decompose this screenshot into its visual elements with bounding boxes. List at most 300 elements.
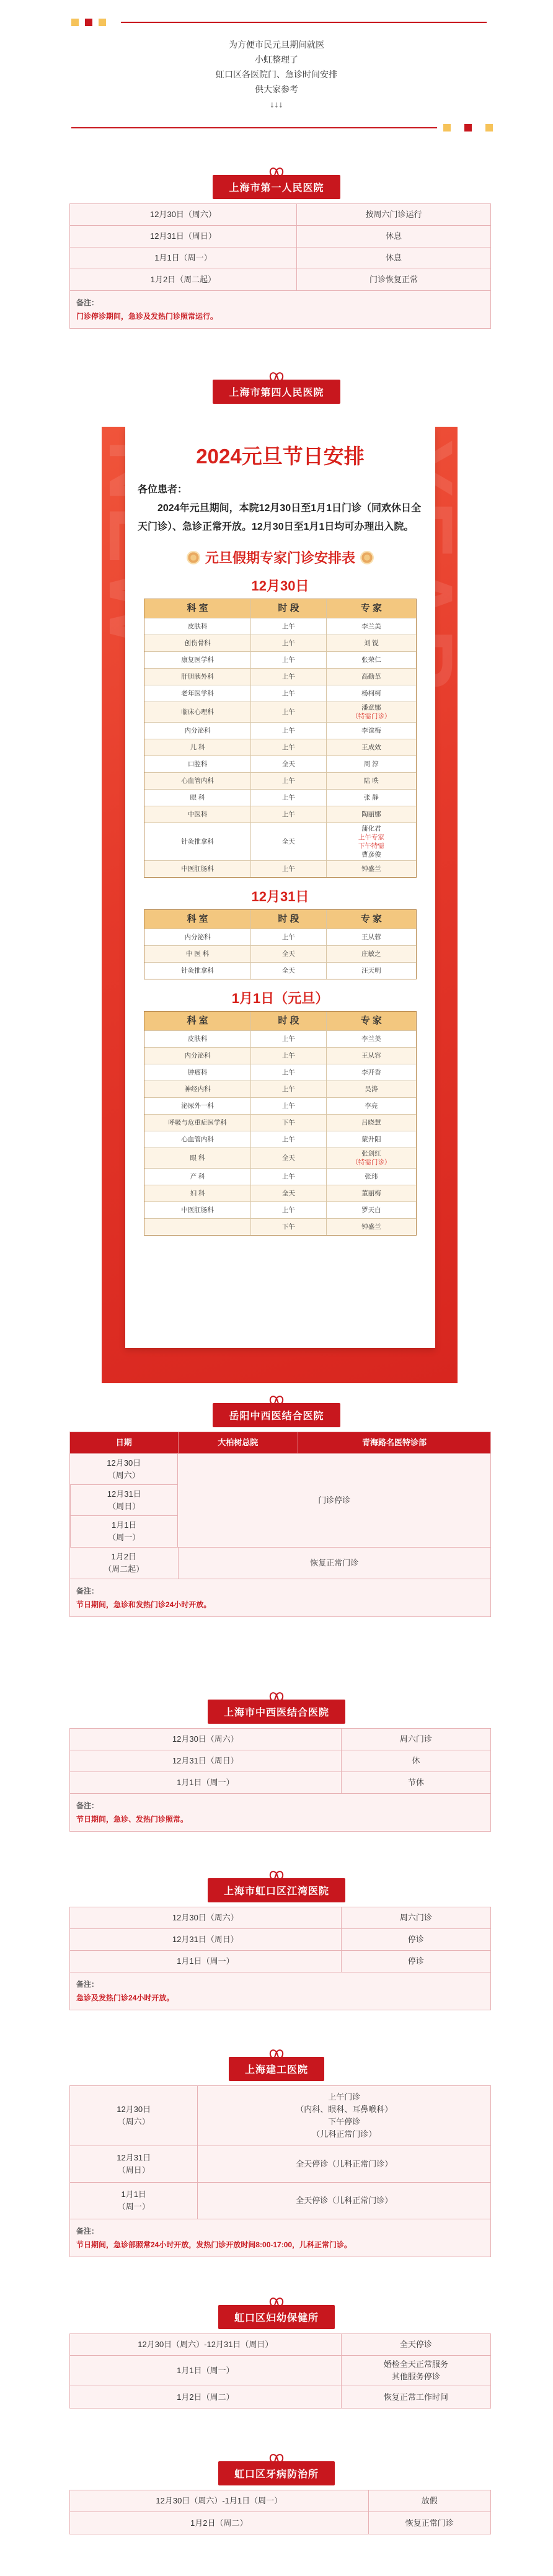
- note-label: 备注：: [76, 1801, 99, 1810]
- schedule-row: [144, 773, 416, 790]
- session-cell: 上午: [250, 1031, 325, 1047]
- table-row: [70, 1729, 490, 1750]
- expert-cell: 钟盛兰: [326, 1219, 416, 1235]
- expert-schedule-table: [144, 1011, 417, 1236]
- expert-cell: 董丽梅: [326, 1185, 416, 1201]
- red-square-icon: [464, 124, 472, 131]
- expert-cell: 王成效: [326, 739, 416, 755]
- session-cell: 下午: [250, 1219, 325, 1235]
- department-cell: 眼 科: [190, 794, 205, 801]
- expert-line: 上午专家: [358, 834, 384, 841]
- red-square-icon: [85, 19, 92, 26]
- expert-cell: 刘 锐: [326, 635, 416, 651]
- table-row: [70, 1951, 490, 1972]
- date-cell: 1月2日（周二）: [190, 2518, 248, 2528]
- schedule-row: [144, 823, 416, 861]
- schedule-row: [144, 669, 416, 685]
- value-cell: 按周六门诊运行: [296, 204, 490, 225]
- schedule-row: [144, 685, 416, 702]
- note: [70, 2219, 358, 2257]
- day-heading: 12月30日: [251, 578, 309, 594]
- schedule-row: [144, 1169, 416, 1185]
- schedule-row: [144, 790, 416, 806]
- schedule-header-cell: 时 段: [250, 910, 325, 929]
- section-title-pill: [208, 1700, 345, 1724]
- weekday-text: （周一）: [108, 1533, 141, 1542]
- table-row: [70, 291, 490, 328]
- expert-cell: 陶丽娜: [326, 806, 416, 822]
- date-text: 1月2日: [111, 1552, 136, 1561]
- knot-icon: [270, 1692, 283, 1700]
- table-row: [70, 1972, 490, 2010]
- yellow-square-icon: [485, 124, 493, 131]
- yellow-square-icon: [71, 19, 79, 26]
- date-cell: 1月1日（周一）: [154, 253, 212, 262]
- date-text: 12月31日: [107, 1489, 141, 1499]
- weekday-text: （周六）: [117, 2117, 150, 2126]
- table-row: [70, 226, 490, 247]
- session-cell: 上午: [250, 1098, 325, 1114]
- day-heading: 1月1日（元旦）: [231, 991, 329, 1006]
- schedule-header-row: [144, 1012, 416, 1031]
- poster-subheading: [138, 548, 423, 567]
- value-cell: 门诊恢复正常: [296, 269, 490, 290]
- merged-value-cell: 门诊停诊: [177, 1454, 490, 1547]
- session-cell: 上午: [250, 618, 325, 635]
- value-cell: 停诊: [341, 1951, 490, 1972]
- department-cell: 泌尿外一科: [181, 1102, 214, 1110]
- date-text: 1月1日: [121, 2190, 146, 2199]
- date-cell: [70, 1548, 178, 1579]
- session-cell: 上午: [250, 773, 325, 789]
- expert-cell: 李谊梅: [326, 723, 416, 739]
- expert-cell: 吕晓慧: [326, 1115, 416, 1131]
- poster-intro: [138, 481, 423, 537]
- knot-icon: [270, 167, 283, 175]
- value-cell: [341, 2356, 490, 2386]
- knot-icon: [270, 2049, 283, 2057]
- department-cell: 康复医学科: [181, 656, 214, 664]
- expert-cell: 吴涛: [326, 1081, 416, 1097]
- date-cell: [70, 1485, 177, 1516]
- date-cell: [70, 2183, 197, 2219]
- intro-line: 为方便市民元旦期间就医: [229, 40, 324, 50]
- section-title-pill: [229, 2057, 324, 2081]
- header-cell: 大柏树总院: [178, 1432, 298, 1453]
- session-cell: 上午: [250, 635, 325, 651]
- date-text: 12月31日: [117, 2153, 151, 2162]
- divider-line: [71, 127, 437, 128]
- department-cell: 内分泌科: [184, 934, 211, 941]
- date-cell: [70, 1516, 177, 1547]
- expert-cell: 李亮: [326, 1098, 416, 1114]
- schedule-row: [144, 806, 416, 823]
- section-title: 虹口区妇幼保健所: [234, 2312, 319, 2324]
- expert-cell: 周 淳: [326, 756, 416, 772]
- table-row: [70, 1794, 490, 1831]
- section-title-pill: [208, 1878, 345, 1902]
- session-cell: 上午: [250, 806, 325, 822]
- note-label: 备注：: [76, 298, 99, 307]
- intro-line: 供大家参考: [255, 84, 298, 94]
- schedule-row: [144, 929, 416, 946]
- top-decoration: [71, 17, 487, 27]
- section-header: [0, 2305, 553, 2329]
- expert-cell: 张荣仁: [326, 652, 416, 668]
- schedule-row: [144, 618, 416, 635]
- expert-cell: 蒙升阳: [326, 1131, 416, 1148]
- value-cell: 休息: [296, 226, 490, 247]
- poster-title: 2024元旦节日安排: [196, 445, 365, 468]
- schedule-row: [144, 1219, 416, 1235]
- value-cell: 全天停诊（儿科正常门诊）: [197, 2183, 490, 2219]
- schedule-row: [144, 1115, 416, 1131]
- date-column: [70, 1454, 177, 1547]
- date-cell: 1月2日（周二起）: [150, 275, 216, 284]
- table-row: [70, 247, 490, 269]
- note-text: 节日期间，急诊、发热门诊照常。: [76, 1815, 188, 1824]
- date-text: 12月30日: [117, 2105, 151, 2114]
- date-cell: 1月1日（周一）: [177, 1778, 234, 1787]
- schedule-header-cell: 时 段: [250, 1012, 325, 1030]
- session-cell: 上午: [250, 1064, 325, 1081]
- expert-cell: [326, 702, 416, 722]
- poster-paragraph: 2024年元旦期间，本院12月30日至1月1日门诊（同欢休日全天门诊）、急诊正常开放。12月30日至1月1日均可办理出入院。: [138, 503, 421, 532]
- schedule-header-cell: 时 段: [250, 599, 325, 618]
- expert-cell: 王从蓉: [326, 929, 416, 945]
- session-cell: 上午: [250, 652, 325, 668]
- note-label: 备注：: [76, 1980, 99, 1989]
- date-cell: 12月30日（周六）-12月31日（周日）: [138, 2340, 273, 2349]
- yellow-square-icon: [99, 19, 106, 26]
- divider-line: [121, 22, 487, 23]
- department-cell: 针灸推拿科: [181, 967, 214, 974]
- session-cell: 上午: [250, 685, 325, 702]
- session-cell: 上午: [250, 1048, 325, 1064]
- session-cell: 上午: [250, 669, 325, 685]
- section-title: 岳阳中西医结合医院: [229, 1410, 324, 1422]
- date-cell: 1月1日（周一）: [177, 1956, 234, 1966]
- schedule-row: [144, 1098, 416, 1115]
- date-cell: 12月30日（周六）: [172, 1734, 239, 1744]
- schedule-row: [144, 635, 416, 652]
- section-title-pill: [218, 2461, 335, 2485]
- section-header: [0, 1700, 553, 1724]
- knot-icon: [270, 2297, 283, 2305]
- department-cell: 妇 科: [190, 1190, 205, 1197]
- session-cell: 全天: [250, 963, 325, 979]
- expert-line: 蒲化君: [361, 825, 381, 832]
- expert-cell: 庄敏之: [326, 946, 416, 962]
- section-title: 虹口区牙病防治所: [234, 2468, 319, 2480]
- table-row: [70, 2146, 490, 2183]
- schedule-header-row: [144, 910, 416, 929]
- value-cell: 周六门诊: [341, 1907, 490, 1928]
- header-cell: 日期: [115, 1438, 132, 1447]
- expert-schedule-table: [144, 909, 417, 979]
- department-cell: 心血管内科: [181, 777, 214, 785]
- schedule-table: [69, 1728, 491, 1832]
- schedule-row: [144, 1081, 416, 1098]
- value-line: （内科、眼科、耳鼻喉科）: [296, 2105, 393, 2114]
- schedule-header-cell: 科 室: [187, 914, 208, 924]
- department-cell: 中 医 科: [185, 950, 210, 958]
- expert-cell: 李兰美: [326, 1031, 416, 1047]
- department-cell: 呼吸与危重症医学科: [168, 1119, 227, 1126]
- table-row: [70, 204, 490, 226]
- section-title-pill: [218, 2305, 335, 2329]
- note-text: 门诊停诊期间，急诊及发热门诊照常运行。: [76, 312, 218, 321]
- note-text: 节日期间，急诊和发热门诊24小时开放。: [76, 1600, 211, 1609]
- expert-cell: 张 静: [326, 790, 416, 806]
- department-cell: 创伤骨科: [184, 640, 211, 647]
- department-cell: 皮肤科: [187, 623, 208, 630]
- schedule-table: [69, 2085, 491, 2257]
- department-cell: 皮肤科: [187, 1035, 208, 1043]
- schedule-row: [144, 652, 416, 669]
- value-cell: 节休: [341, 1772, 490, 1793]
- schedule-row: [144, 1048, 416, 1064]
- schedule-table: [69, 1432, 491, 1617]
- table-row: [70, 1772, 490, 1794]
- table-row: [70, 1454, 490, 1548]
- table-row: [70, 269, 490, 291]
- header-cell: 青海路名医特诊部: [298, 1432, 490, 1453]
- merged-value-cell: 恢复正常门诊: [178, 1548, 491, 1579]
- department-cell: 口腔科: [187, 760, 208, 768]
- section-header: [0, 2057, 553, 2081]
- department-cell: 中医肛肠科: [181, 865, 214, 873]
- expert-line: （特需门诊）: [352, 1159, 391, 1166]
- session-cell: 上午: [250, 723, 325, 739]
- schedule-row: [144, 861, 416, 877]
- schedule-row: [144, 1185, 416, 1202]
- value-cell: 周六门诊: [341, 1729, 490, 1750]
- date-cell: 12月30日（周六）-1月1日（周一）: [156, 2496, 283, 2505]
- table-row: [70, 2086, 490, 2146]
- session-cell: 上午: [250, 1131, 325, 1148]
- department-cell: [144, 1219, 250, 1235]
- schedule-row: [144, 1202, 416, 1219]
- department-cell: 中医肛肠科: [181, 1206, 214, 1214]
- table-header-row: [70, 1432, 490, 1454]
- knot-icon: [270, 1396, 283, 1403]
- session-cell: 下午: [250, 1115, 325, 1131]
- table-row: [70, 1907, 490, 1929]
- date-cell: 12月31日（周日）: [172, 1756, 239, 1765]
- expert-cell: 罗天白: [326, 1202, 416, 1218]
- value-line: （儿科正常门诊）: [312, 2129, 377, 2139]
- section-header: [0, 380, 553, 404]
- table-row: [70, 2183, 490, 2219]
- department-cell: 针灸推拿科: [181, 838, 214, 845]
- date-cell: 12月30日（周六）: [150, 210, 216, 219]
- section-title: 上海市虹口区江湾医院: [223, 1885, 329, 1897]
- session-cell: 上午: [250, 861, 325, 877]
- session-cell: 上午: [250, 1081, 325, 1097]
- value-cell: 恢复正常工作时间: [341, 2386, 490, 2408]
- section-header: [0, 175, 553, 199]
- value-cell: 休: [341, 1750, 490, 1772]
- session-cell: 上午: [250, 739, 325, 755]
- poster-days: [138, 576, 423, 1236]
- intro-line: 虹口区各医院门、急诊时间安排: [216, 69, 337, 79]
- schedule-table: [69, 2490, 491, 2534]
- section-title: 上海市第四人民医院: [229, 386, 324, 398]
- schedule-header-cell: 专 家: [326, 599, 416, 618]
- expert-line: 潘意娜: [361, 704, 381, 711]
- yellow-square-icon: [443, 124, 451, 131]
- expert-cell: 张玮: [326, 1169, 416, 1185]
- note-label: 备注：: [76, 1587, 99, 1595]
- department-cell: 心血管内科: [181, 1136, 214, 1143]
- value-line: 其他服务停诊: [391, 2372, 440, 2381]
- poster-card: [125, 427, 435, 1348]
- schedule-table: [69, 1907, 491, 2010]
- date-text: 12月30日: [107, 1458, 141, 1468]
- expert-cell: 陆 昳: [326, 773, 416, 789]
- expert-line: 曹彦俊: [361, 851, 381, 858]
- bottom-decoration: [71, 123, 493, 133]
- date-cell: [70, 2146, 197, 2182]
- schedule-row: [144, 702, 416, 723]
- date-cell: 1月2日（周二）: [177, 2392, 234, 2402]
- department-cell: 老年医学科: [181, 690, 214, 697]
- date-cell: 1月1日（周一）: [177, 2366, 234, 2375]
- expert-cell: [326, 1148, 416, 1168]
- department-cell: 眼 科: [190, 1154, 205, 1162]
- schedule-row: [144, 739, 416, 756]
- session-cell: 上午: [250, 1169, 325, 1185]
- department-cell: 产 科: [190, 1173, 205, 1180]
- schedule-row: [144, 1131, 416, 1148]
- schedule-header-cell: 专 家: [326, 910, 416, 929]
- expert-schedule-table: [144, 599, 417, 878]
- weekday-text: （周六）: [107, 1470, 140, 1480]
- weekday-text: （周一）: [117, 2202, 150, 2211]
- expert-cell: 王从容: [326, 1048, 416, 1064]
- table-row: [70, 2219, 490, 2257]
- value-line: 上午门诊: [328, 2092, 361, 2101]
- note: [70, 1972, 180, 2010]
- date-cell: [70, 2086, 197, 2146]
- session-cell: 全天: [250, 1185, 325, 1201]
- intro-line: ↓↓↓: [270, 99, 283, 109]
- session-cell: 上午: [250, 702, 325, 722]
- department-cell: 肝胆胰外科: [181, 673, 214, 680]
- note: [70, 1794, 194, 1831]
- expert-line: 张剑红: [361, 1150, 381, 1157]
- department-cell: 肿瘤科: [187, 1069, 208, 1076]
- weekday-text: （周日）: [108, 1501, 141, 1511]
- date-cell: 12月31日（周日）: [150, 231, 216, 241]
- table-row: [70, 2356, 490, 2386]
- expert-line: 下午特需: [358, 842, 384, 850]
- section-title: 上海市第一人民医院: [229, 182, 324, 194]
- department-cell: 内分泌科: [184, 1052, 211, 1059]
- poster-greeting: 各位患者：: [138, 484, 188, 495]
- expert-line: （特需门诊）: [352, 713, 391, 720]
- schedule-row: [144, 756, 416, 773]
- schedule-table: [69, 203, 491, 329]
- note-label: 备注：: [76, 2227, 99, 2235]
- session-cell: 上午: [250, 790, 325, 806]
- flower-icon: [360, 551, 374, 564]
- schedule-header-row: [144, 599, 416, 618]
- knot-icon: [270, 2454, 283, 2461]
- value-cell: 休息: [296, 247, 490, 269]
- value-cell: 放假: [368, 2490, 490, 2511]
- department-cell: 儿 科: [190, 744, 205, 751]
- value-cell: [197, 2086, 490, 2146]
- flower-icon: [187, 551, 200, 564]
- table-row: [70, 1579, 490, 1616]
- value-line: 婚检全天正常服务: [383, 2360, 448, 2369]
- schedule-row: [144, 1148, 416, 1169]
- knot-icon: [270, 1871, 283, 1878]
- date-cell: 12月31日（周日）: [172, 1935, 239, 1944]
- value-cell: 全天停诊（儿科正常门诊）: [197, 2146, 490, 2182]
- intro-text: [0, 37, 553, 112]
- date-cell: [70, 1454, 177, 1485]
- schedule-table: [69, 2333, 491, 2409]
- session-cell: 全天: [250, 1148, 325, 1168]
- date-cell: 12月30日（周六）: [172, 1913, 239, 1922]
- schedule-header-cell: 专 家: [326, 1012, 416, 1030]
- value-line: 下午停诊: [328, 2117, 361, 2126]
- value-cell: 恢复正常门诊: [368, 2512, 490, 2534]
- day-heading: 12月31日: [251, 889, 309, 904]
- note-text: 急诊及发热门诊24小时开放。: [76, 1994, 174, 2002]
- section-title: 上海市中西医结合医院: [223, 1706, 329, 1718]
- schedule-row: [144, 1031, 416, 1048]
- department-cell: 临床心理科: [181, 708, 214, 716]
- schedule-header-cell: 科 室: [187, 1015, 208, 1026]
- note: [70, 291, 224, 328]
- table-row: [70, 2490, 490, 2512]
- expert-cell: [326, 823, 416, 860]
- expert-cell: 钟盛兰: [326, 861, 416, 877]
- department-cell: 中医科: [187, 811, 208, 818]
- table-row: [70, 1750, 490, 1772]
- holiday-poster: [102, 427, 458, 1383]
- date-text: 1月1日: [112, 1520, 137, 1530]
- note-text: 节日期间，急诊部照常24小时开放，发热门诊开放时间8:00-17:00，儿科正常门诊。: [76, 2240, 352, 2249]
- section-header: [0, 1403, 553, 1427]
- weekday-text: （周日）: [117, 2165, 150, 2175]
- note: [70, 1579, 217, 1616]
- table-row: [70, 2386, 490, 2408]
- table-row: [70, 2334, 490, 2356]
- session-cell: 全天: [250, 946, 325, 962]
- section-title-pill: [213, 175, 340, 199]
- intro-line: 小虹整理了: [255, 55, 298, 65]
- value-cell: 全天停诊: [341, 2334, 490, 2355]
- session-cell: 全天: [250, 756, 325, 772]
- schedule-row: [144, 963, 416, 979]
- expert-cell: 汪天明: [326, 963, 416, 979]
- schedule-row: [144, 1064, 416, 1081]
- schedule-row: [144, 946, 416, 963]
- schedule-header-cell: 科 室: [187, 603, 208, 613]
- department-cell: 神经内科: [184, 1085, 211, 1093]
- expert-cell: 高勤革: [326, 669, 416, 685]
- department-cell: 内分泌科: [184, 727, 211, 734]
- schedule-row: [144, 723, 416, 739]
- expert-cell: 李兰美: [326, 618, 416, 635]
- session-cell: 上午: [250, 929, 325, 945]
- value-cell: 停诊: [341, 1929, 490, 1950]
